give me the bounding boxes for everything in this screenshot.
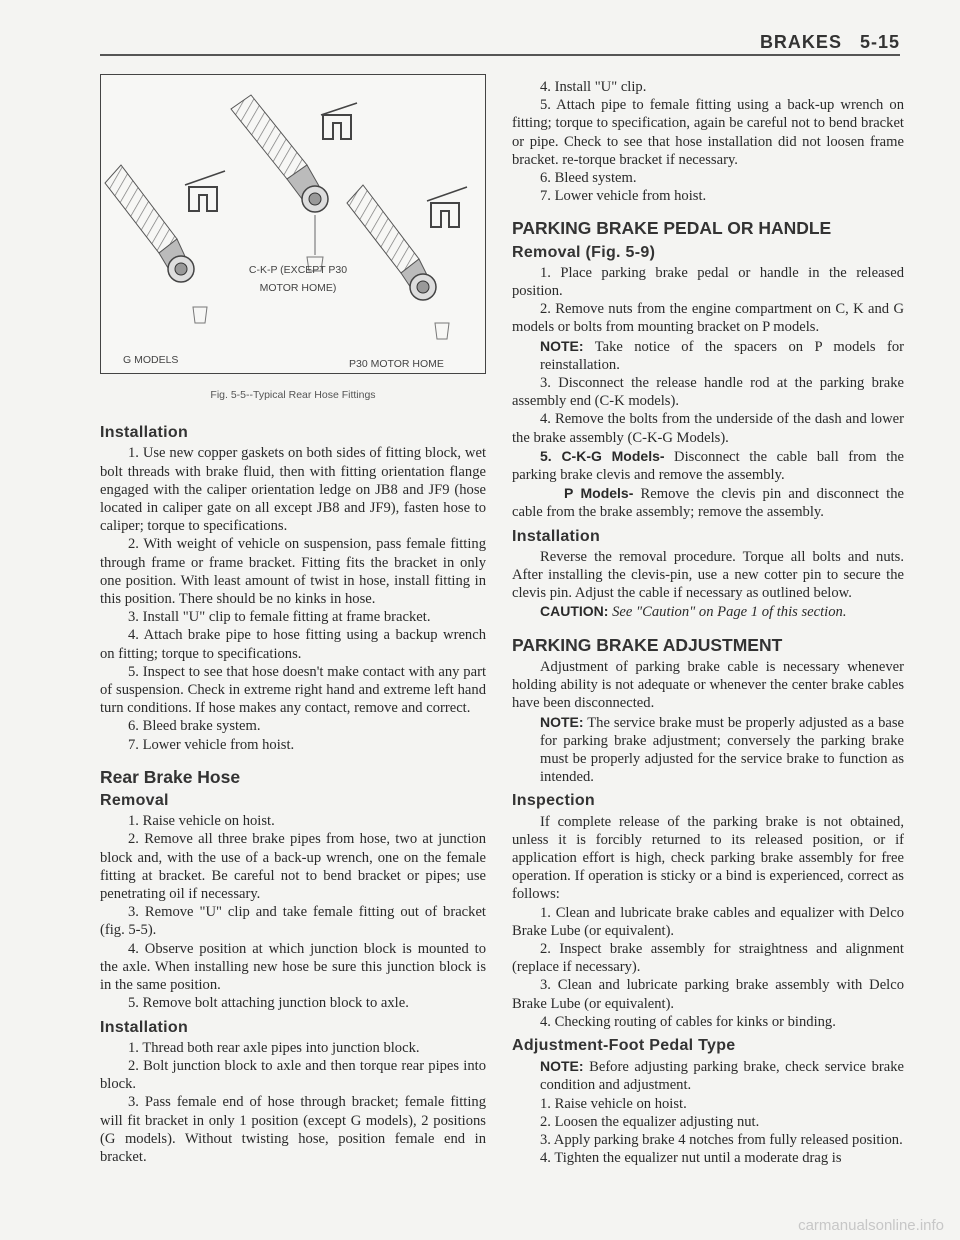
foot-note: [540, 1057, 904, 1094]
running-head: [760, 32, 900, 53]
cont-step-4: 4. Install "U" clip.: [540, 79, 647, 95]
removal-step-2: 2. Remove all three brake pipes from hose, two at junction block and, with the use of a back-up wrench, one on the female fitting at bracket. Be careful not to bend bracket or pipes; use penetrating oil if necessary.: [100, 831, 486, 903]
install-step-3: 3. Install "U" clip to female fitting at frame bracket.: [128, 609, 431, 626]
watermark: carmanualsonline.info: [798, 1217, 944, 1234]
removal-step-5: 5. Remove bolt attaching junction block to axle.: [128, 995, 409, 1012]
caution-text: See "Caution" on Page 1 of this section.: [608, 604, 847, 621]
heading-installation: Installation: [100, 424, 189, 442]
heading-rear-brake-hose: Rear Brake Hose: [100, 766, 241, 787]
label-p30-motor-home: P30 MOTOR HOME: [349, 358, 444, 370]
foot-step-4: 4. Tighten the equalizer nut until a moderate drag is: [540, 1150, 842, 1167]
heading-installation-rear: Installation: [100, 1018, 189, 1036]
pedal-step-3: 3. Disconnect the release handle rod at the parking brake assembly end (C-K models).: [512, 375, 904, 410]
adjustment-note: [540, 713, 904, 787]
foot-step-2: 2. Loosen the equalizer adjusting nut.: [540, 1113, 760, 1130]
heading-inspection: Inspection: [512, 792, 596, 810]
pedal-step-4: 4. Remove the bolts from the underside of the dash and lower the brake assembly (C-K-G Models).: [512, 411, 904, 446]
pedal-p-models: [512, 484, 904, 521]
install-step-7: 7. Lower vehicle from hoist.: [128, 736, 295, 753]
inspection-step-3: 3. Clean and lubricate parking brake assembly with Delco Brake Lube (or equivalent).: [512, 977, 904, 1012]
foot-step-3: 3. Apply parking brake 4 notches from fully released position.: [540, 1131, 903, 1148]
pedal-step-2: 2. Remove nuts from the engine compartment on C, K and G models or bolts from mounting bracket on P models.: [512, 301, 904, 336]
pedal-install-text: Reverse the removal procedure. Torque all bolts and nuts. After installing the clevis-pin, use a new cotter pin to secure the clevis pin. Adjust the cable if necessary as outlined below.: [512, 548, 904, 602]
heading-removal: Removal: [100, 792, 169, 810]
removal-step-1: 1. Raise vehicle on hoist.: [128, 813, 275, 830]
label-ckp: [223, 261, 373, 297]
left-column: [100, 72, 486, 1166]
caution-note: [540, 602, 904, 621]
p-models-text: Remove the clevis pin and disconnect the cable from the brake assembly; remove the assembly.: [512, 486, 904, 521]
ckg-models-label: 5. C-K-G Models-: [540, 447, 665, 464]
inspection-step-4: 4. Checking routing of cables for kinks or binding.: [540, 1013, 836, 1030]
install-step-4: 4. Attach brake pipe to hose fitting using a backup wrench on fitting; torque to specifications.: [100, 627, 486, 662]
hose-fittings-illustration: [101, 75, 485, 373]
caution-label: CAUTION:: [540, 603, 609, 620]
adjustment-note-label: NOTE:: [540, 713, 584, 730]
figure-caption: Fig. 5-5--Typical Rear Hose Fittings: [210, 389, 376, 401]
heading-adjustment-foot-pedal: Adjustment-Foot Pedal Type: [512, 1036, 736, 1054]
cont-step-5: 5. Attach pipe to female fitting using a back-up wrench on fitting; torque to specification, again be careful not to bend bracket or pipe. Check to see that hose installation did not loosen frame bracket. re-torque bracket if necessary.: [512, 97, 904, 168]
rear-install-step-2: 2. Bolt junction block to axle and then torque rear pipes into block.: [100, 1057, 486, 1093]
heading-parking-brake-adjustment: PARKING BRAKE ADJUSTMENT: [512, 634, 783, 655]
ckg-models-text: Disconnect the cable ball from the parking brake clevis and remove the assembly.: [512, 448, 905, 484]
label-ckp-line1: C-K-P (EXCEPT P30: [248, 264, 348, 276]
cont-step-6: 6. Bleed system.: [540, 170, 637, 187]
figure-rear-hose-fittings: [100, 74, 486, 374]
p-models-label: P Models-: [564, 485, 634, 502]
install-step-2: 2. With weight of vehicle on suspension, pass female fitting through frame or frame bracket. Fitting fits the bracket in only one position. With least amount of twist in hose, install fitting in this position. There should be no kinks in hose.: [100, 536, 486, 608]
cont-step-7: 7. Lower vehicle from hoist.: [540, 188, 707, 205]
adjustment-note-text: The service brake must be properly adjusted as a base for parking brake adjustment; conversely the parking brake must be properly adjusted for the service brake to function as intended.: [540, 714, 904, 786]
pedal-step-1: 1. Place parking brake pedal or handle in the released position.: [512, 264, 904, 300]
inspection-step-2: 2. Inspect brake assembly for straightness and alignment (replace if necessary).: [512, 940, 904, 976]
page-number: 5-15: [859, 32, 900, 52]
left-hose-icon: [105, 165, 225, 323]
rear-install-step-3: 3. Pass female end of hose through bracket; female fitting will fit bracket in only 1 position (except G models), 2 positions (G models). Without twisting hose, position female end in bracket.: [100, 1094, 486, 1165]
center-hose-icon: [231, 95, 357, 271]
install-step-1: 1. Use new copper gaskets on both sides of fitting block, wet bolt threads with brake fluid, then with fitting orientation flange engaged with the caliper orientation ledge on JB8 and JF9 (hose located in caliper gate on all except JB8 and JF9), fasten hose to caliper; torque to specifications.: [100, 445, 486, 535]
removal-step-4: 4. Observe position at which junction block is mounted to the axle. When installing new hose be sure this junction block is in the same position.: [100, 940, 486, 994]
label-ckp-line2: MOTOR HOME): [259, 282, 337, 295]
inspection-step-1: 1. Clean and lubricate brake cables and equalizer with Delco Brake Lube (or equivalent).: [512, 904, 904, 939]
pedal-step-5: [512, 447, 904, 484]
heading-parking-brake-pedal: PARKING BRAKE PEDAL OR HANDLE: [512, 218, 832, 239]
install-step-5: 5. Inspect to see that hose doesn't make contact with any part of suspension. Check in extreme right hand and extreme left hand turn conditions. If hose makes any contact, remove and correct.: [100, 663, 486, 717]
install-step-6: 6. Bleed brake system.: [128, 718, 261, 735]
foot-step-1: 1. Raise vehicle on hoist.: [540, 1095, 687, 1112]
label-g-models: G MODELS: [123, 354, 179, 366]
right-column: [512, 78, 904, 1167]
foot-note-label: NOTE:: [540, 1058, 584, 1075]
header-rule: [100, 54, 900, 56]
heading-pedal-installation: Installation: [512, 527, 601, 545]
removal-step-3: 3. Remove "U" clip and take female fitting out of bracket (fig. 5-5).: [100, 904, 486, 939]
note-text: Take notice of the spacers on P models for reinstallation.: [540, 338, 904, 373]
section-title: BRAKES: [759, 32, 842, 52]
pedal-note: [540, 337, 904, 374]
rear-install-step-1: 1. Thread both rear axle pipes into junction block.: [128, 1039, 420, 1056]
adjustment-intro: Adjustment of parking brake cable is necessary whenever holding ability is not adequate or whenever the center brake cables have been disconnected.: [512, 658, 904, 712]
inspection-text: If complete release of the parking brake is not obtained, unless it is forcibly returned to its released position, or if application effort is high, check parking brake assembly for free operation. If operation is sticky or a bind is experienced, correct as follows:: [512, 813, 904, 903]
heading-removal-fig59: Removal (Fig. 5-9): [512, 243, 656, 261]
foot-note-text: Before adjusting parking brake, check service brake condition and adjustment.: [540, 1059, 904, 1094]
note-label: NOTE:: [540, 337, 584, 354]
